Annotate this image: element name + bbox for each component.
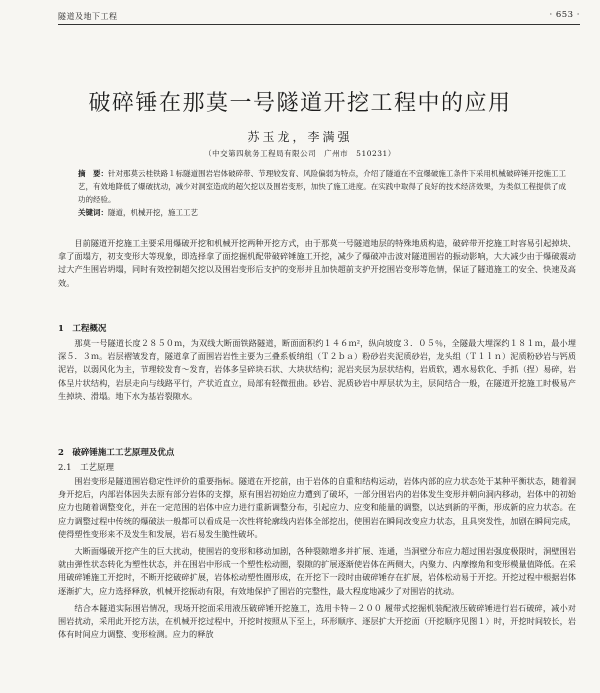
section-2-para-2: 大断面爆破开挖产生的巨大扰动，使围岩的变形和移动加剧，各种裂隙增多并扩展、连通，当洞壁分布应力超过围岩强度极限时，洞壁围岩就由弹性状态转化为塑性状态，并在围岩中形成一个塑性松动圈，裂隙的扩展逐渐使岩体在两侧大，内聚力、内摩擦角和变形模量值降低。在采用破碎锤施工开挖时，不断开挖破碎扩展，岩体松动塑性圈形成，在开挖下一段时由破碎锤存在扩展，岩体松动易于开挖。开挖过程中根据岩体逐渐扩大，应力选择释放，机械开挖振动有限，有效地保护了围岩的完整性，最大程度地减少了对围岩的扰动。 <box>58 546 576 596</box>
section-2-body <box>58 475 576 641</box>
section-2-1-heading: 2.1 工艺原理 <box>58 463 115 473</box>
keywords-text: 隧道，机械开挖，施工工艺 <box>108 208 198 217</box>
author-affiliation: （中交第四航务工程局有限公司 广州市 510231） <box>204 149 396 158</box>
journal-name: 隧道及地下工程 <box>58 12 118 21</box>
introduction-paragraph <box>58 237 576 290</box>
section-2-para-1: 围岩变形是隧道围岩稳定性评价的重要指标。隧道在开挖前，由于岩体的自重和结构运动，岩体内部的应力状态处于某种平衡状态，随着洞身开挖后，内部岩体因失去原有部分岩体的支撑，原有围岩初始应力遭到了破坏，一部分围岩内的岩体发生变形并朝向洞内移动，岩体中的初始应力也随着调整变化，并在一定范围的岩体中应力进行重新调整分布，引起应力、应变和能量的调整，以达到新的平衡，形成新的应力状态。在应力调整过程中传统的爆破法一般都可以看成是一次性将轮廓线内岩体全部挖出，使围岩在瞬间改变应力状态，且具突发性，加剧在瞬间完成，使得塑性变形来不及发生和发展，岩石易发生脆性破坏。 <box>58 476 576 539</box>
section-1-body <box>58 337 576 403</box>
page-number: · 653 · <box>549 10 580 20</box>
abstract-text: 针对那莫云桂铁路１标隧道围岩岩体破碎带、节理较发育、风险偏弱为特点，介绍了隧道在不宜爆破施工条件下采用机械破碎锤开挖施工工艺，有效地降低了爆破扰动，减少对洞室造成的超欠挖以及围岩变形，加快了施工进度。在实践中取得了良好的技术经济效果，为类似工程提供了成功的经验。 <box>78 169 566 204</box>
paper-authors: 苏玉龙，李满强 <box>247 130 353 144</box>
running-header <box>58 10 580 25</box>
keywords-label: 关键词： <box>78 208 108 217</box>
section-1-heading: 1 工程概况 <box>58 324 107 334</box>
paper-title: 破碎锤在那莫一号隧道开挖工程中的应用 <box>88 91 512 116</box>
abstract <box>78 167 566 206</box>
section-1-text: 那莫一号隧道长度２８５０ｍ，为双线大断面铁路隧道，断面面积约１４６ｍ²，纵向坡度３．０５％，全隧最大埋深约１８１ｍ，最小埋深５．３ｍ。岩层褶皱发育，隧道拿了面围岩岩性主要为三叠系板纳组（Ｔ２ｂａ）粉砂岩夹泥质砂岩，龙头组（Ｔ１ｌｎ）泥质粉砂岩与钙质泥岩，以弱风化为主，节理较发育～发育，岩体多呈碎块石状、大块状结构；泥岩夹层为层状结构，岩质软，遇水易软化、手抓（捏）易碎，岩体呈片状结构，岩层走向与线路平行，产状近直立，局部有轻微扭曲。砂岩、泥质砂岩中厚层状为主，层间结合一般，在隧道开挖施工时极易产生掉块、滑塌。地下水为基岩裂隙水。 <box>58 338 576 401</box>
abstract-label: 摘 要： <box>78 169 109 178</box>
section-2-para-3: 结合本隧道实际围岩情况，现场开挖面采用液压破碎锤开挖施工，选用卡特－２００ 履带式挖掘机装配液压破碎锤进行岩石破碎，减小对围岩扰动，采用此开挖方法，在机械开挖过程中，开挖时按照从下至上，环形顺序、逐层扩大开挖面（开挖顺序见图１）时，开挖时间较长，岩体有时间应力调整、变形检测。应力的释放 <box>58 602 576 640</box>
section-2-heading: 2 破碎锤施工工艺原理及优点 <box>58 448 175 458</box>
keywords <box>78 206 566 219</box>
intro-text: 目前隧道开挖施工主要采用爆破开挖和机械开挖两种开挖方式，由于那莫一号隧道地层的特殊地质构造，破碎带开挖施工时容易引起掉块、拿了面塌方，初支变形大等现象，即选择拿了面挖掘机配带破碎锤施工开挖，减少了爆破冲击波对隧道围岩的振动影响，大大减少由于爆破震动过大产生围岩坍塌，同时有效控制超欠挖以及围岩变形后支护的变形并且加快超前支护开挖围岩变形等危情，保证了隧道施工的安全、快速及高效。 <box>58 238 576 288</box>
